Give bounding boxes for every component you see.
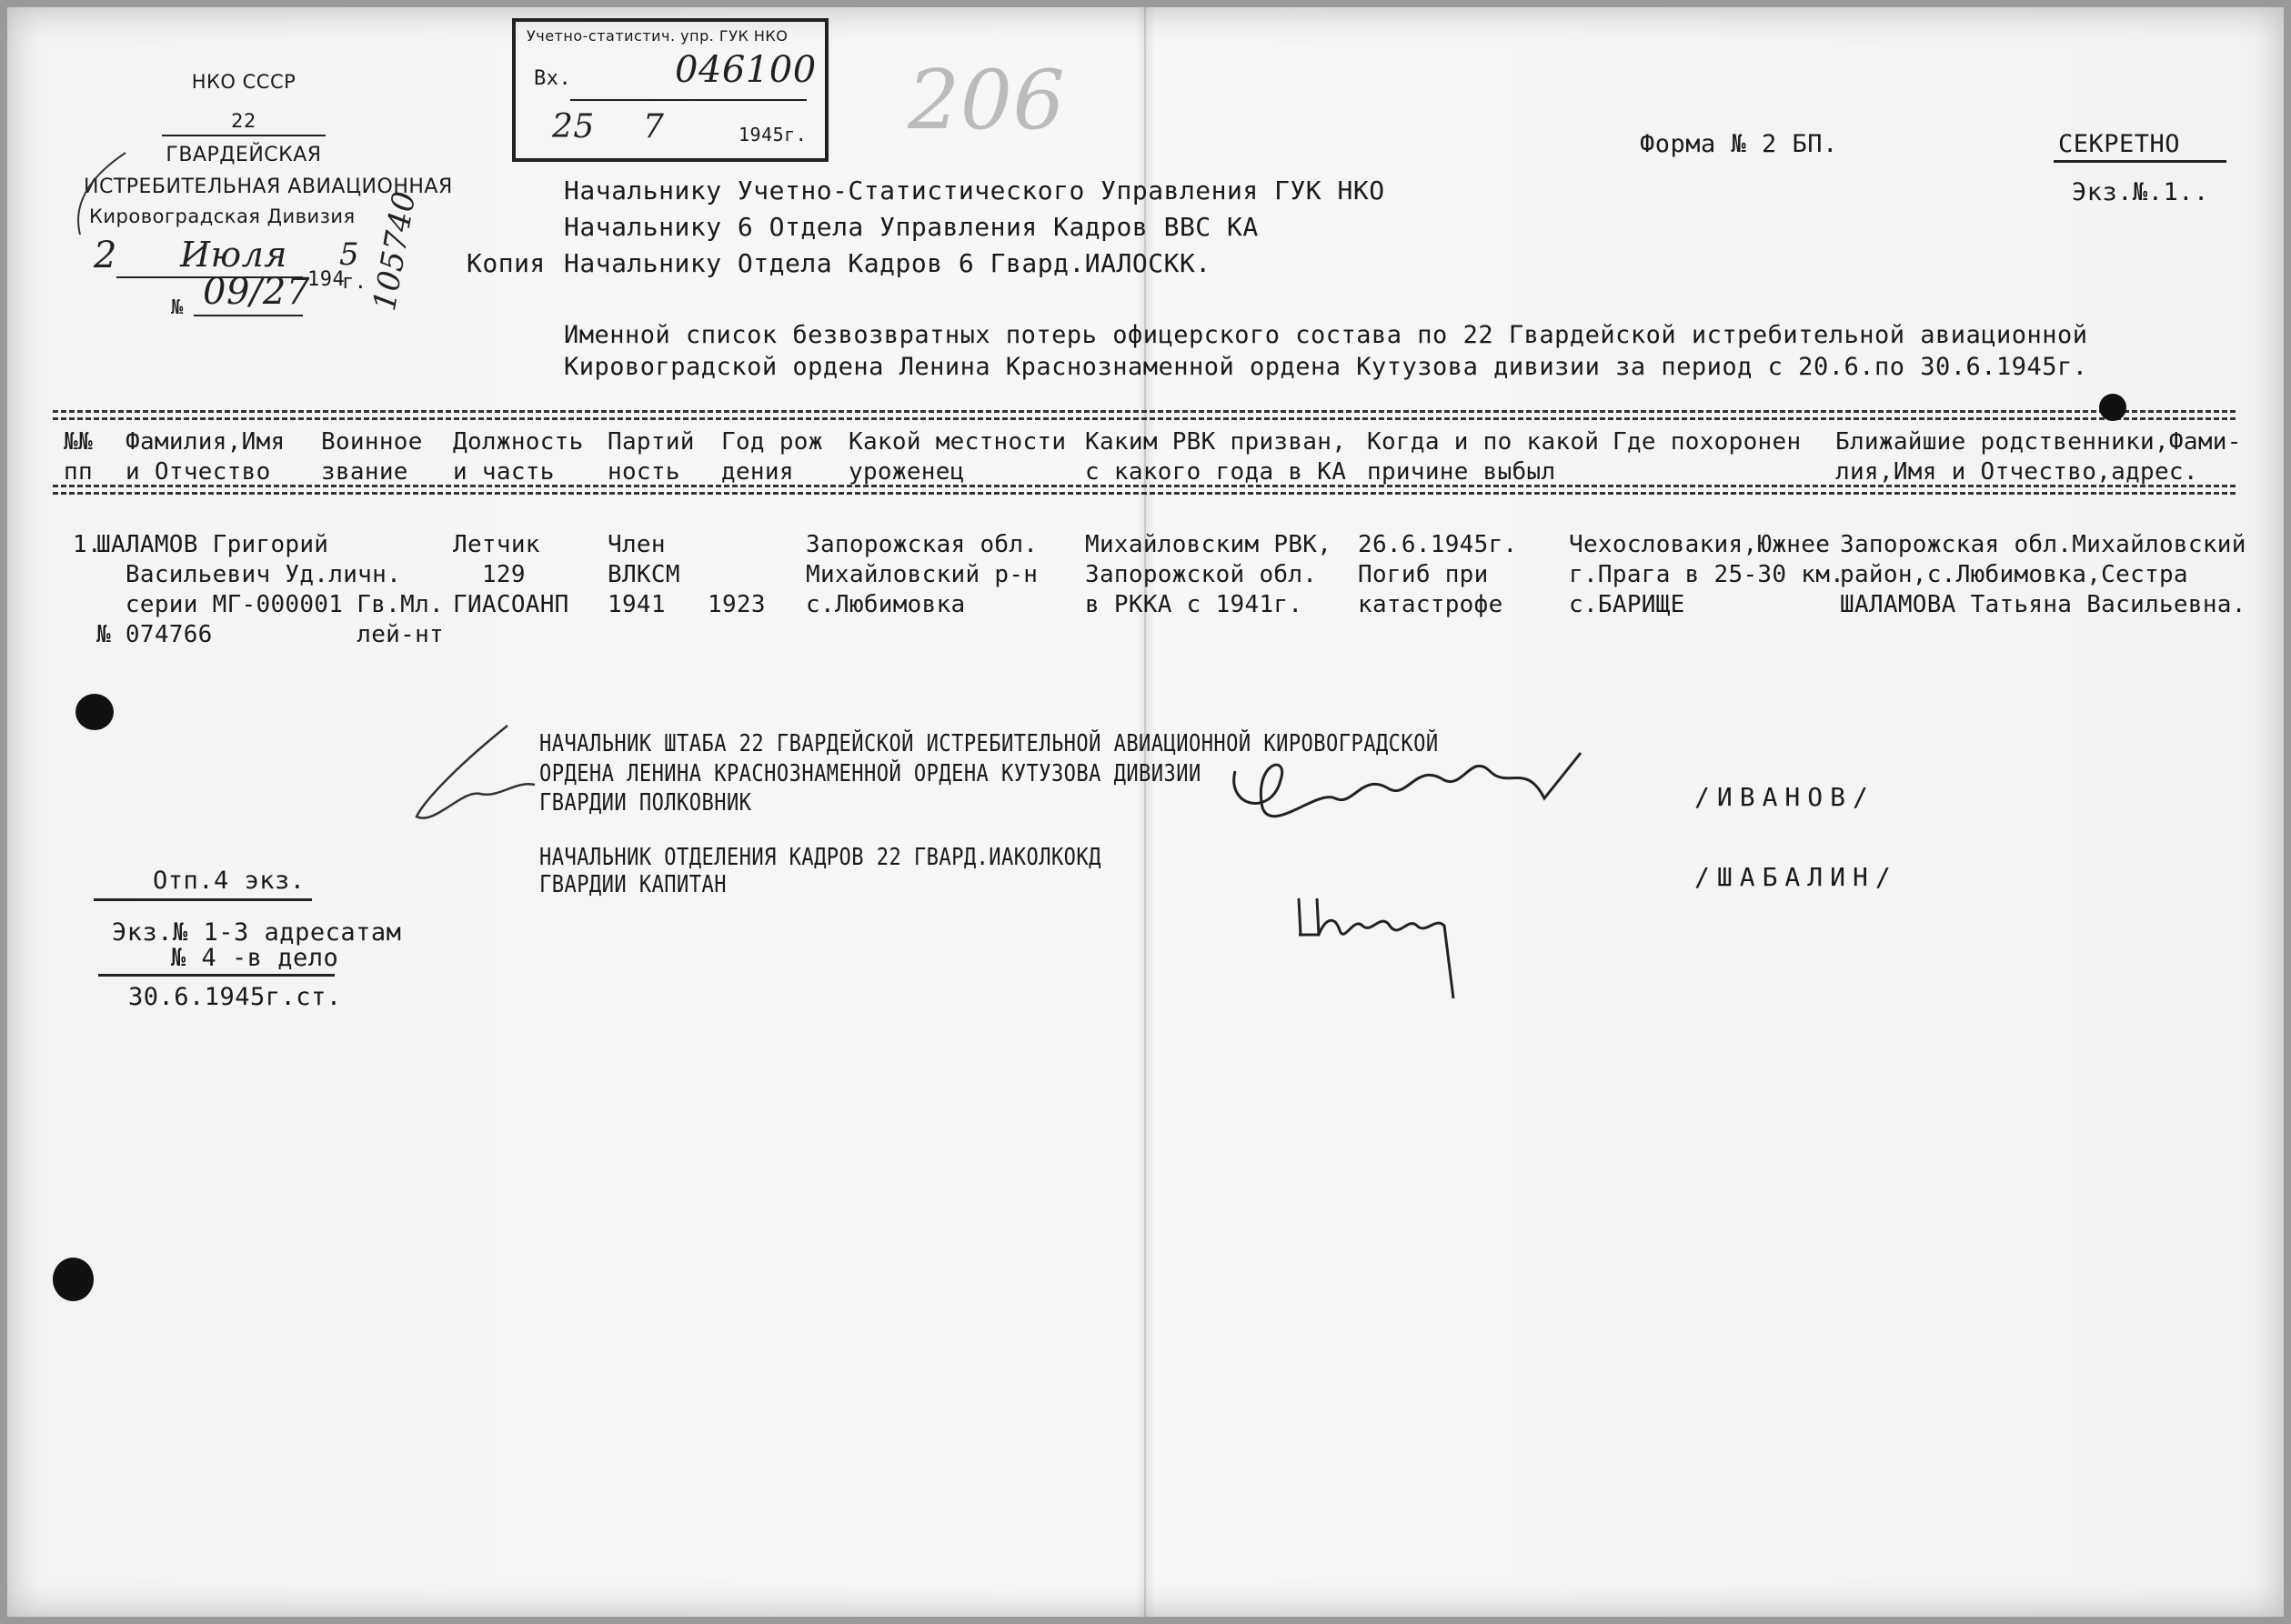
signatory-1-title-line2: ОРДЕНА ЛЕНИНА КРАСНОЗНАМЕННОЙ ОРДЕНА КУТУЗОВА ДИВИЗИИ (539, 760, 1201, 787)
form-label: Форма № 2 БП. (1640, 130, 1838, 158)
ink-blot (75, 694, 114, 730)
row-when-why: 26.6.1945г. Погиб при катастрофе (1358, 531, 1518, 618)
list-title-line1: Именной список безвозвратных потерь офицерского состава по 22 Гвардейской истребительной авиационной (564, 321, 2088, 349)
margin-note-top: 206 (908, 53, 1066, 148)
incoming-stamp-header: Учетно-статистич. упр. ГУК НКО (527, 27, 789, 45)
signatory-1-rank: ГВАРДИИ ПОЛКОВНИК (539, 789, 752, 817)
signatory-1-title-line1: НАЧАЛЬНИК ШТАБА 22 ГВАРДЕЙСКОЙ ИСТРЕБИТЕЛЬНОЙ АВИАЦИОННОЙ КИРОВОГРАДСКОЙ (539, 730, 1439, 757)
stamp-date-day: 2 (94, 235, 117, 276)
stamp-date-year-suffix: 5 (339, 236, 360, 273)
incoming-stamp (512, 18, 829, 162)
list-title-line2: Кировоградской ордена Ленина Краснознаменной ордена Кутузова дивизии за период с 20.6.по 30.6.1945г. (564, 353, 2088, 381)
incoming-stamp-line (570, 99, 807, 101)
row-rvk: Михайловским РВК, Запорожской обл. в РККА с 1941г. (1085, 531, 1332, 618)
stamp-guards: ГВАРДЕЙСКАЯ (166, 144, 322, 166)
signatory-2-rank: ГВАРДИИ КАПИТАН (539, 871, 727, 898)
table-rule-mid-2 (53, 492, 2236, 495)
col-header-relatives: Ближайшие родственники,Фами- лия,Имя и Отчество,адрес. (1835, 428, 2242, 486)
table-rule-top-1 (53, 410, 2236, 413)
row-relatives: Запорожская обл.Михайловский район,с.Любимовка,Сестра ШАЛАМОВА Татьяна Васильевна. (1840, 531, 2246, 618)
col-header-buried: Где похоронен (1613, 428, 1802, 456)
row-party: Член ВЛКСМ 1941 (608, 531, 680, 618)
col-header-rank: Воинное звание (321, 428, 423, 486)
stamp-date-suffix: г. (342, 271, 367, 294)
footer-date: 30.6.1945г.ст. (128, 983, 342, 1011)
table-rule-top-2 (53, 417, 2236, 420)
handwritten-mark-left (407, 707, 544, 844)
footer-copy-file: № 4 -в дело (171, 944, 339, 972)
secret-underline (2054, 160, 2226, 163)
footer-underline (94, 898, 312, 901)
addressee-3: Начальнику Отдела Кадров 6 Гвард.ИАЛОСКК. (564, 248, 1211, 278)
stamp-number-line (194, 315, 303, 316)
col-header-position: Должность и часть (453, 428, 584, 486)
stamp-date-year-prefix: 194 (307, 268, 346, 291)
col-header-name: Фамилия,Имя и Отчество (126, 428, 286, 486)
row-number: 1. (73, 531, 102, 558)
row-buried: Чехословакия,Южнее г.Прага в 25-30 км. с.БАРИЩЕ (1569, 531, 1845, 618)
incoming-stamp-year: 1945г. (739, 124, 808, 145)
signature-shabalin (1290, 871, 1499, 1007)
stamp-division-number: 22 (231, 110, 256, 132)
margin-note-left: 105740 (367, 188, 424, 314)
incoming-stamp-day: 25 (552, 108, 595, 145)
signatory-2-name: /ШАБАЛИН/ (1694, 862, 1898, 892)
stamp-rule (162, 135, 326, 136)
col-header-when: Когда и по какой причине выбыл (1367, 428, 1600, 486)
ink-blot (2099, 394, 2126, 421)
copy-word: Копия (467, 248, 546, 278)
row-rank: Гв.Мл. лей-нт (357, 591, 444, 648)
addressee-2: Начальнику 6 Отдела Управления Кадров ВВС КА (564, 212, 1259, 242)
stamp-nko: НКО СССР (191, 71, 296, 93)
addressee-1: Начальнику Учетно-Статистического Управления ГУК НКО (564, 175, 1385, 206)
stamp-date-month: Июля (180, 235, 287, 275)
footer-underline (98, 974, 335, 977)
stamp-fighter-aviation: ИСТРЕБИТЕЛЬНАЯ АВИАЦИОННАЯ (84, 175, 453, 198)
signatory-1-name: /ИВАНОВ/ (1694, 782, 1875, 812)
signatory-2-title: НАЧАЛЬНИК ОТДЕЛЕНИЯ КАДРОВ 22 ГВАРД.ИАКОЛКОКД (539, 844, 1101, 871)
secret-label: СЕКРЕТНО (2058, 130, 2181, 158)
incoming-stamp-number: 046100 (675, 49, 817, 91)
col-header-rvk: Каким РВК призван, с какого года в КА (1085, 428, 1347, 486)
col-header-birth: Год рож дения (721, 428, 823, 486)
col-header-origin: Какой местности уроженец (849, 428, 1067, 486)
col-header-number: №№ пп (64, 428, 93, 486)
document-page (7, 7, 2284, 1617)
row-birth-year: 1923 (708, 591, 766, 618)
stamp-kirovograd: Кировоградская Дивизия (89, 206, 356, 227)
footer-printed-copies: Отп.4 экз. (153, 867, 306, 895)
footer-copies-addressees: Экз.№ 1-3 адресатам (112, 918, 402, 947)
ink-blot (53, 1258, 94, 1301)
incoming-stamp-month: 7 (643, 108, 665, 145)
stamp-number: 09/27 (203, 271, 310, 313)
copy-number: Экз.№.1.. (2072, 178, 2209, 206)
col-header-party: Партий ность (608, 428, 695, 486)
row-name: ШАЛАМОВ Григорий Васильевич Уд.личн. серии МГ-000001 № 074766 (96, 531, 402, 648)
incoming-stamp-in-label: Вх. (534, 67, 572, 90)
signature-ivanov (1217, 735, 1599, 844)
stamp-scribble (62, 144, 135, 253)
stamp-number-label: № (171, 296, 184, 319)
row-origin: Запорожская обл. Михайловский р-н с.Любимовка (806, 531, 1039, 618)
row-position: Летчик 129 ГИАСОАНП (453, 531, 569, 618)
